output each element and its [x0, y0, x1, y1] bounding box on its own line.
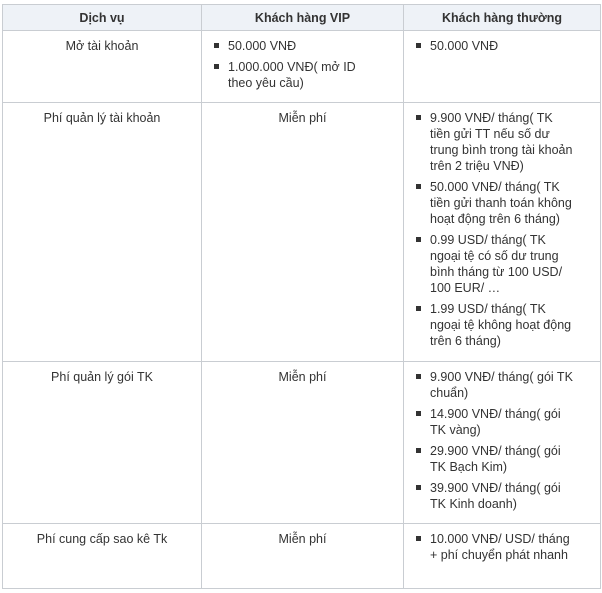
- standard-fee-list: [412, 531, 592, 563]
- list-item: 14.900 VNĐ/ tháng( gói TK vàng): [412, 406, 575, 438]
- table-row: [3, 103, 601, 362]
- vip-cell: [202, 31, 404, 103]
- service-cell: Phí cung cấp sao kê Tk: [3, 524, 202, 589]
- list-item: 29.900 VNĐ/ tháng( gói TK Bạch Kim): [412, 443, 575, 475]
- header-standard: Khách hàng thường: [404, 5, 601, 31]
- list-item: 50.000 VNĐ/ tháng( TK tiền gửi thanh toán không hoạt động trên 6 tháng): [412, 179, 575, 227]
- standard-cell: [404, 362, 601, 524]
- table-row: [3, 31, 601, 103]
- table-row: [3, 524, 601, 589]
- standard-fee-list: [412, 369, 592, 512]
- standard-fee-list: [412, 110, 592, 349]
- standard-cell: [404, 524, 601, 589]
- header-vip: Khách hàng VIP: [202, 5, 404, 31]
- vip-fee-list: [210, 38, 395, 91]
- header-row: [3, 5, 601, 31]
- table-header: [3, 5, 601, 31]
- list-item: 1.000.000 VNĐ( mở ID theo yêu cầu): [210, 59, 368, 91]
- table-row: [3, 362, 601, 524]
- vip-cell: Miễn phí: [202, 524, 404, 589]
- vip-cell: Miễn phí: [202, 362, 404, 524]
- standard-fee-list: [412, 38, 592, 54]
- list-item: 0.99 USD/ tháng( TK ngoại tệ có số dư trung bình tháng từ 100 USD/ 100 EUR/ …: [412, 232, 575, 296]
- list-item: 50.000 VNĐ: [412, 38, 575, 54]
- list-item: 1.99 USD/ tháng( TK ngoại tệ không hoạt động trên 6 tháng): [412, 301, 575, 349]
- list-item: 9.900 VNĐ/ tháng( gói TK chuẩn): [412, 369, 575, 401]
- service-cell: Mở tài khoản: [3, 31, 202, 103]
- list-item: 10.000 VNĐ/ USD/ tháng + phí chuyển phát nhanh: [412, 531, 575, 563]
- standard-cell: [404, 103, 601, 362]
- list-item: 9.900 VNĐ/ tháng( TK tiền gửi TT nếu số dư trung bình trong tài khoản trên 2 triệu VNĐ): [412, 110, 575, 174]
- service-cell: Phí quản lý gói TK: [3, 362, 202, 524]
- service-cell: Phí quản lý tài khoản: [3, 103, 202, 362]
- list-item: 39.900 VNĐ/ tháng( gói TK Kinh doanh): [412, 480, 575, 512]
- vip-cell: Miễn phí: [202, 103, 404, 362]
- standard-cell: [404, 31, 601, 103]
- header-service: Dịch vụ: [3, 5, 202, 31]
- list-item: 50.000 VNĐ: [210, 38, 368, 54]
- fee-table: [2, 4, 601, 589]
